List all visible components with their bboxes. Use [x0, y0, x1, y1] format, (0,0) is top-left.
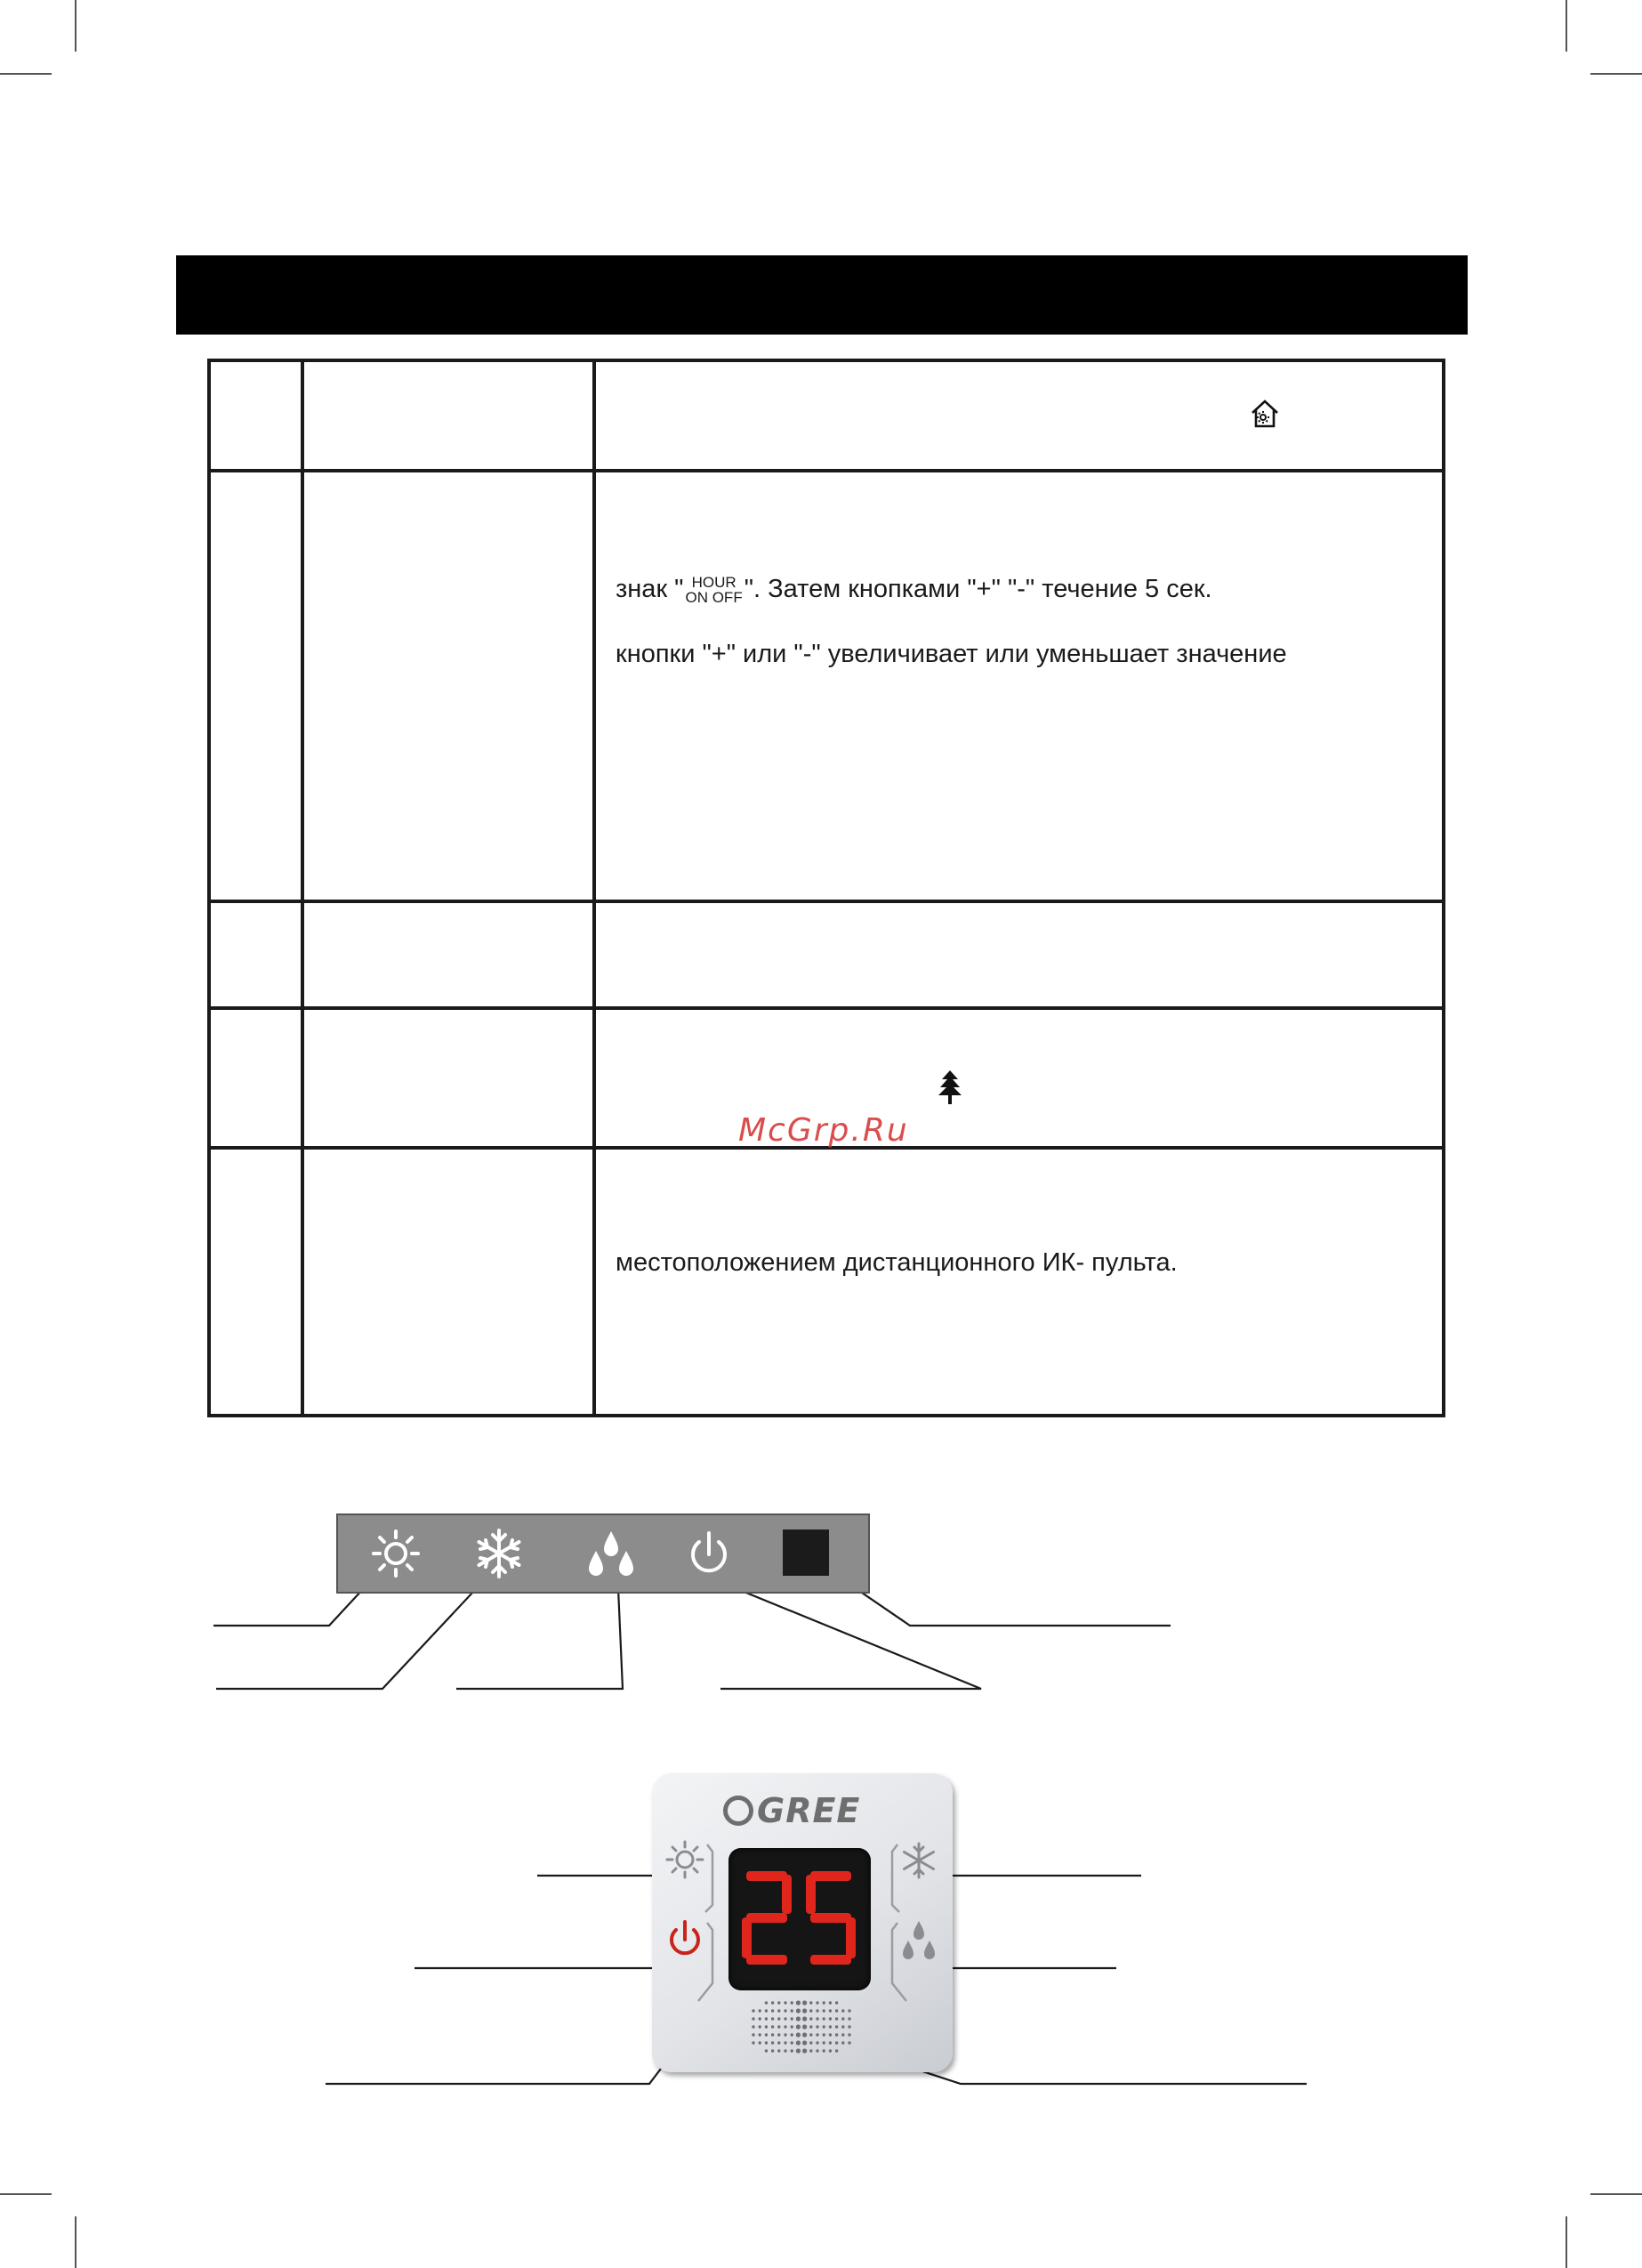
gree-controller — [652, 1773, 953, 2072]
speaker-dot — [841, 2009, 844, 2012]
watermark: McGrp.Ru — [738, 1112, 909, 1149]
speaker-dot — [765, 2009, 768, 2012]
speaker-dot — [784, 2025, 786, 2028]
speaker-dot — [771, 2017, 774, 2020]
speaker-dot — [802, 2024, 807, 2029]
speaker-dot — [816, 2017, 818, 2020]
speaker-dot — [809, 2041, 812, 2044]
speaker-dot — [829, 2041, 832, 2044]
speaker-dot — [802, 2040, 807, 2045]
speaker-dot — [759, 2017, 761, 2020]
speaker-dot — [848, 2025, 850, 2028]
speaker-dot — [835, 2041, 838, 2044]
speaker-dot — [823, 2017, 825, 2020]
speaker-dot — [823, 2025, 825, 2028]
speaker-dot — [816, 2009, 818, 2012]
speaker-dot — [791, 2025, 793, 2028]
speaker-dot — [823, 2041, 825, 2044]
speaker-dot — [777, 2033, 780, 2036]
speaker-dot — [848, 2009, 850, 2012]
speaker-dot — [802, 2000, 807, 2005]
speaker-dot — [816, 2001, 818, 2004]
speaker-dot — [796, 2032, 801, 2037]
speaker-dot — [802, 2016, 807, 2021]
speaker-dot — [791, 2049, 793, 2052]
speaker-dot — [759, 2041, 761, 2044]
speaker-dot — [841, 2041, 844, 2044]
brand-logo: GREE — [723, 1791, 860, 1830]
speaker-dot — [835, 2025, 838, 2028]
speaker-dot — [829, 2049, 832, 2052]
speaker-dot — [784, 2009, 786, 2012]
timer-text-pre: знак " — [616, 575, 684, 603]
speaker-dot — [771, 2049, 774, 2052]
speaker-grille — [750, 1999, 853, 2056]
ir-remote-location-line: местоположением дистанционного ИК- пульта. — [616, 1248, 1178, 1277]
speaker-dot — [809, 2025, 812, 2028]
speaker-dot — [777, 2009, 780, 2012]
speaker-dot — [765, 2001, 768, 2004]
power-icon[interactable] — [661, 1916, 709, 1964]
speaker-dot — [791, 2017, 793, 2020]
temperature-display — [728, 1848, 871, 1990]
speaker-dot — [771, 2001, 774, 2004]
speaker-dot — [848, 2033, 850, 2036]
sun-icon[interactable] — [663, 1837, 707, 1882]
speaker-dot — [752, 2017, 754, 2020]
speaker-dot — [829, 2009, 832, 2012]
speaker-dot — [802, 2032, 807, 2037]
speaker-dot — [752, 2025, 754, 2028]
speaker-dot — [829, 2025, 832, 2028]
speaker-dot — [784, 2001, 786, 2004]
speaker-dot — [816, 2049, 818, 2052]
temperature-digits — [737, 1868, 862, 1971]
speaker-dot — [791, 2033, 793, 2036]
speaker-dot — [777, 2049, 780, 2052]
speaker-dot — [759, 2009, 761, 2012]
speaker-dot — [765, 2049, 768, 2052]
speaker-dot — [771, 2033, 774, 2036]
speaker-dot — [771, 2041, 774, 2044]
callout-line-ir — [825, 1568, 1171, 1626]
speaker-dot — [752, 2009, 754, 2012]
speaker-dot — [759, 2025, 761, 2028]
speaker-dot — [796, 2000, 801, 2005]
speaker-dot — [823, 2033, 825, 2036]
speaker-dot — [841, 2033, 844, 2036]
speaker-dot — [796, 2016, 801, 2021]
drops-icon[interactable] — [584, 1526, 639, 1581]
drops-icon[interactable] — [897, 1917, 940, 1967]
speaker-dot — [759, 2033, 761, 2036]
speaker-dot — [771, 2025, 774, 2028]
sun-icon[interactable] — [368, 1526, 423, 1581]
speaker-dot — [809, 2049, 812, 2052]
speaker-dot — [816, 2025, 818, 2028]
speaker-dot — [777, 2041, 780, 2044]
hour-on-off-icon: HOUR ON OFF — [685, 574, 743, 607]
speaker-dot — [835, 2049, 838, 2052]
speaker-dot — [784, 2041, 786, 2044]
speaker-dot — [802, 2008, 807, 2013]
speaker-dot — [835, 2009, 838, 2012]
speaker-dot — [835, 2017, 838, 2020]
speaker-dot — [823, 2009, 825, 2012]
speaker-dot — [816, 2033, 818, 2036]
speaker-dot — [848, 2041, 850, 2044]
control-panel-strip — [336, 1513, 870, 1594]
speaker-dot — [791, 2009, 793, 2012]
speaker-dot — [765, 2025, 768, 2028]
speaker-dot — [823, 2001, 825, 2004]
plus-minus-instruction-line: кнопки "+" или "-" увеличивает или уменьшает значение — [616, 640, 1287, 668]
speaker-dot — [802, 2048, 807, 2053]
speaker-dot — [752, 2041, 754, 2044]
snowflake-icon[interactable] — [897, 1839, 940, 1882]
speaker-dot — [835, 2033, 838, 2036]
speaker-dot — [777, 2025, 780, 2028]
speaker-dot — [809, 2009, 812, 2012]
speaker-dot — [784, 2017, 786, 2020]
callout-line-dry — [456, 1588, 623, 1689]
speaker-dot — [796, 2024, 801, 2029]
speaker-dot — [784, 2049, 786, 2052]
snowflake-icon[interactable] — [471, 1526, 527, 1581]
speaker-dot — [809, 2001, 812, 2004]
speaker-dot — [796, 2008, 801, 2013]
speaker-dot — [771, 2009, 774, 2012]
speaker-dot — [791, 2041, 793, 2044]
speaker-dot — [765, 2033, 768, 2036]
speaker-dot — [784, 2033, 786, 2036]
speaker-dot — [829, 2017, 832, 2020]
speaker-dot — [841, 2017, 844, 2020]
speaker-dot — [777, 2017, 780, 2020]
speaker-dot — [796, 2040, 801, 2045]
speaker-dot — [816, 2041, 818, 2044]
speaker-dot — [752, 2033, 754, 2036]
speaker-dot — [809, 2017, 812, 2020]
speaker-dot — [765, 2041, 768, 2044]
speaker-dot — [829, 2001, 832, 2004]
speaker-dot — [791, 2001, 793, 2004]
timer-text-post: ". Затем кнопками "+" "-" течение 5 сек. — [744, 575, 1212, 603]
speaker-dot — [829, 2033, 832, 2036]
power-icon[interactable] — [681, 1526, 736, 1581]
speaker-dot — [777, 2001, 780, 2004]
speaker-dot — [765, 2017, 768, 2020]
speaker-dot — [848, 2017, 850, 2020]
ir-receiver — [783, 1529, 829, 1576]
speaker-dot — [841, 2025, 844, 2028]
speaker-dot — [809, 2033, 812, 2036]
speaker-dot — [835, 2001, 838, 2004]
speaker-dot — [796, 2048, 801, 2053]
speaker-dot — [823, 2049, 825, 2052]
